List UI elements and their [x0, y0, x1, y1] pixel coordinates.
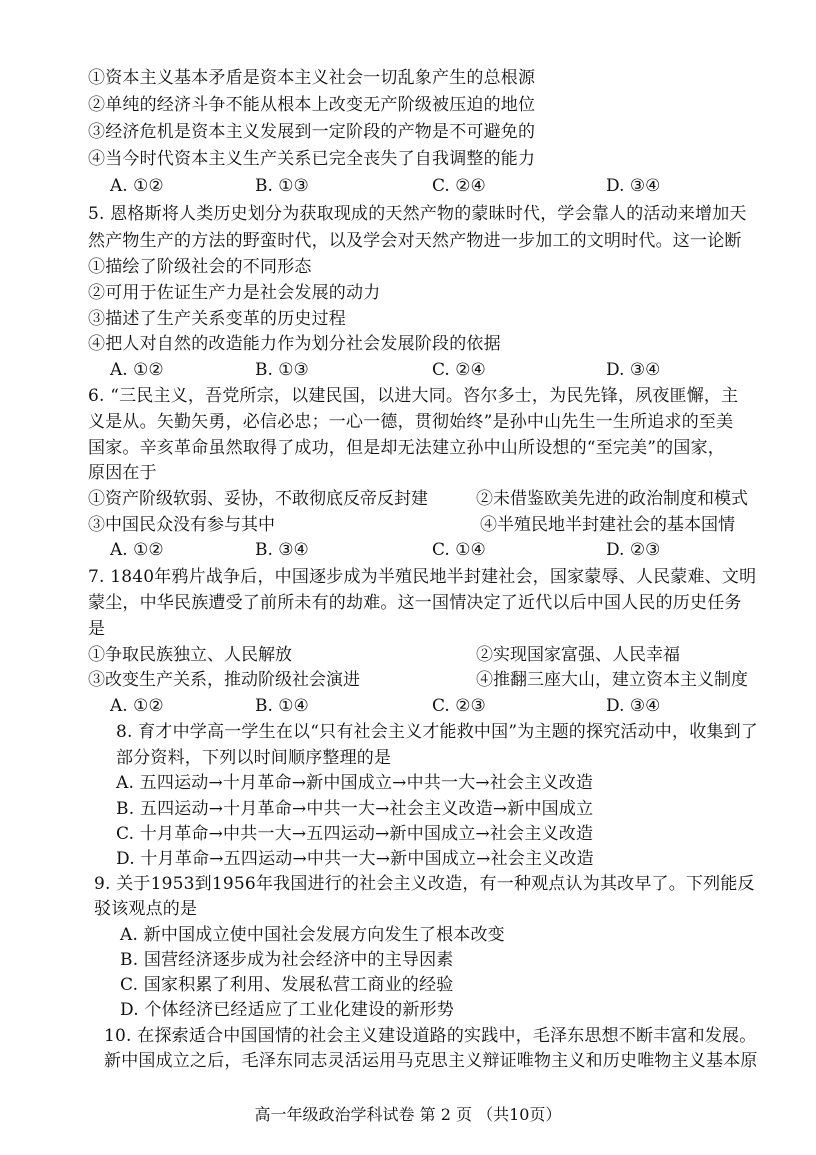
question-10-text: 10. 在探索适合中国国情的社会主义建设道路的实践中，毛泽东思想不断丰富和发展。 [104, 1026, 757, 1046]
statement-row [0, 643, 816, 667]
option-c: C. 十月革命→中共一大→五四运动→新中国成立→社会主义改造 [116, 824, 594, 844]
option-c: C. ②④ [432, 176, 486, 196]
question-10-text: 新中国成立之后，毛泽东同志灵活运用马克思主义辩证唯物主义和历史唯物主义基本原 [104, 1051, 758, 1071]
option-d: D. 十月革命→五四运动→中共一大→新中国成立→社会主义改造 [116, 849, 594, 869]
statement-3: ③改变生产关系，推动阶级社会演进 [88, 670, 360, 690]
statement-4: ④把人对自然的改造能力作为划分社会发展阶段的依据 [88, 334, 501, 354]
option-b: B. ①④ [255, 696, 309, 716]
answer-options-row [0, 174, 816, 198]
option-a: A. ①② [110, 540, 164, 560]
statement-4: ④半殖民地半封建社会的基本国情 [480, 515, 735, 535]
option-d: D. ③④ [606, 176, 661, 196]
question-9-text: 9. 关于1953到1956年我国进行的社会主义改造，有一种观点认为其改早了。下列能反 [94, 874, 755, 894]
statement-2: ②可用于佐证生产力是社会发展的动力 [88, 283, 381, 303]
option-a: A. ①② [110, 176, 164, 196]
statement-3: ③描述了生产关系变革的历史过程 [88, 309, 346, 329]
option-b: B. ①③ [255, 360, 309, 380]
option-a: A. ①② [110, 696, 164, 716]
option-b: B. ③④ [255, 540, 309, 560]
option-d: D. ③④ [606, 696, 661, 716]
option-b: B. ①③ [255, 176, 309, 196]
question-6-text: 原因在于 [88, 463, 157, 483]
statement-1: ①描绘了阶级社会的不同形态 [88, 257, 312, 277]
option-d: D. ②③ [606, 540, 661, 560]
statement-1: ①资产阶级软弱、妥协，不敢彻底反帝反封建 [88, 489, 428, 509]
answer-options-row [0, 694, 816, 718]
option-c: C. 国家积累了利用、发展私营工商业的经验 [120, 975, 454, 995]
statement-1: ①资本主义基本矛盾是资本主义社会一切乱象产生的总根源 [88, 68, 536, 88]
statement-1: ①争取民族独立、人民解放 [88, 645, 292, 665]
question-7-text: 7. 1840年鸦片战争后，中国逐步成为半殖民地半封建社会，国家蒙辱、人民蒙难、文明 [88, 567, 757, 587]
option-c: C. ①④ [432, 540, 486, 560]
option-d: D. 个体经济已经适应了工业化建设的新形势 [120, 1000, 455, 1020]
question-5-text: 5. 恩格斯将人类历史划分为获取现成的天然产物的蒙昧时代，学会靠人的活动来增加天 [88, 204, 747, 224]
option-c: C. ②④ [432, 360, 486, 380]
option-b: B. 国营经济逐步成为社会经济中的主导因素 [120, 950, 454, 970]
question-7-text: 是 [88, 619, 106, 639]
option-a: A. ①② [110, 360, 164, 380]
question-6-text: 6. “三民主义，吾党所宗，以建民国，以进大同。咨尔多士，为民先锋，夙夜匪懈，主 [88, 386, 739, 406]
statement-2: ②单纯的经济斗争不能从根本上改变无产阶级被压迫的地位 [88, 95, 536, 115]
answer-options-row [0, 538, 816, 562]
option-a: A. 五四运动→十月革命→新中国成立→中共一大→社会主义改造 [116, 773, 594, 793]
question-7-text: 蒙尘，中华民族遭受了前所未有的劫难。这一国情决定了近代以后中国人民的历史任务 [88, 593, 742, 613]
statement-3: ③中国民众没有参与其中 [88, 515, 275, 535]
statement-4: ④当今时代资本主义生产关系已完全丧失了自我调整的能力 [88, 149, 536, 169]
answer-options-row [0, 358, 816, 382]
statement-row [0, 668, 816, 692]
question-5-text: 然产物生产的方法的野蛮时代，以及学会对天然产物进一步加工的文明时代。这一论断 [88, 231, 742, 251]
statement-2: ②未借鉴欧美先进的政治制度和模式 [476, 489, 748, 509]
question-8-text: 部分资料，下列以时间顺序整理的是 [116, 748, 392, 768]
page-footer: 高一年级政治学科试卷 第 2 页 （共10页） [254, 1105, 562, 1124]
question-8-text: 8. 育才中学高一学生在以“只有社会主义才能救中国”为主题的探究活动中，收集到了 [116, 722, 759, 742]
statement-row [0, 487, 816, 511]
option-c: C. ②③ [432, 696, 486, 716]
statement-row [0, 513, 816, 537]
statement-2: ②实现国家富强、人民幸福 [476, 645, 680, 665]
option-a: A. 新中国成立使中国社会发展方向发生了根本改变 [120, 925, 505, 945]
option-d: D. ③④ [606, 360, 661, 380]
statement-4: ④推翻三座大山，建立资本主义制度 [476, 670, 748, 690]
question-6-text: 国家。辛亥革命虽然取得了成功，但是却无法建立孙中山所设想的“至完美”的国家， [88, 438, 725, 458]
option-b: B. 五四运动→十月革命→中共一大→社会主义改造→新中国成立 [116, 799, 594, 819]
question-9-text: 驳该观点的是 [94, 899, 198, 919]
question-6-text: 义是从。矢勤矢勇，必信必忠；一心一德，贯彻始终”是孙中山先生一生所追求的至美 [88, 412, 734, 432]
statement-3: ③经济危机是资本主义发展到一定阶段的产物是不可避免的 [88, 122, 536, 142]
